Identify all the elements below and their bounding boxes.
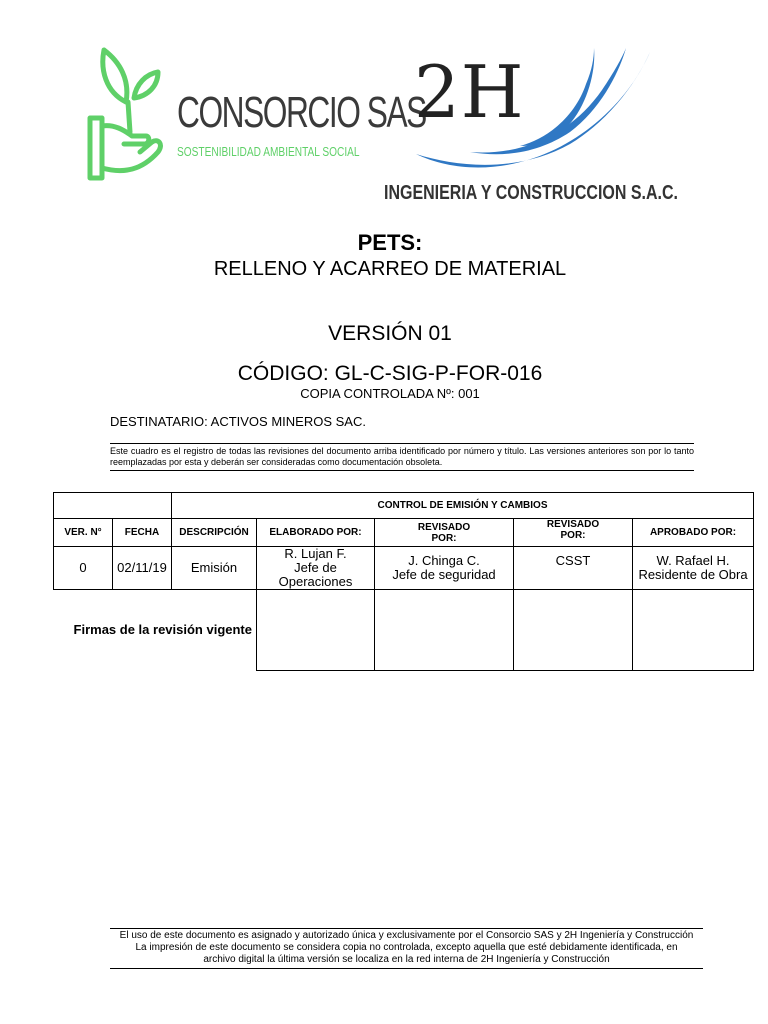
- control-table: [53, 492, 754, 671]
- row-fecha: 02/11/19: [113, 547, 172, 590]
- row-revisado-1: [375, 547, 514, 590]
- document-subtitle: RELLENO Y ACARREO DE MATERIAL: [213, 258, 567, 280]
- document-version: VERSIÓN 01: [328, 322, 452, 345]
- signature-cell-revisado-1: [375, 590, 514, 671]
- header-aprobado: APROBADO POR:: [633, 519, 754, 547]
- elaborado-name: R. Lujan F.: [284, 546, 347, 561]
- revisado-1-role: Jefe de seguridad: [392, 567, 496, 582]
- table-title: CONTROL DE EMISIÓN Y CAMBIOS: [172, 493, 754, 519]
- header-revisado-2-line2: POR:: [560, 530, 586, 541]
- header-revisado-2-line1: REVISADO: [546, 519, 600, 530]
- document-code: CÓDIGO: GL-C-SIG-P-FOR-016: [237, 362, 543, 385]
- controlled-copy-number: COPIA CONTROLADA Nº: 001: [300, 386, 480, 401]
- 2h-company-name: INGENIERIA Y CONSTRUCCION S.A.C.: [384, 182, 678, 204]
- header-fecha: FECHA: [113, 519, 172, 547]
- signature-cell-elaborado: [257, 590, 375, 671]
- header-revisado-1: [375, 519, 514, 547]
- usage-footer: [110, 928, 703, 969]
- consorcio-tagline: SOSTENIBILIDAD AMBIENTAL SOCIAL: [177, 144, 360, 159]
- aprobado-role: Residente de Obra: [638, 567, 748, 582]
- document-title: PETS:: [357, 230, 423, 255]
- footer-line-1: El uso de este documento es asignado y autorizado única y exclusivamente por el Consorcio SAS y 2H Ingeniería y Construcción: [119, 930, 694, 941]
- 2h-mark: 2H: [414, 50, 525, 134]
- signatures-label: Firmas de la revisión vigente: [54, 590, 257, 671]
- signature-cell-revisado-2: [514, 590, 633, 671]
- header-ver: VER. N°: [54, 519, 113, 547]
- row-revisado-2: CSST: [514, 547, 633, 590]
- consorcio-logo: [84, 40, 426, 185]
- row-aprobado: [633, 547, 754, 590]
- header-revisado-1-line1: REVISADO: [417, 521, 471, 533]
- row-ver: 0: [54, 547, 113, 590]
- 2h-logo: [380, 40, 680, 210]
- header-elaborado: ELABORADO POR:: [257, 519, 375, 547]
- hand-plant-icon: [84, 40, 174, 185]
- aprobado-name: W. Rafael H.: [656, 553, 730, 568]
- elaborado-role-2: Operaciones: [278, 574, 353, 589]
- header-revisado-2: [514, 519, 633, 547]
- footer-line-2: La impresión de este documento se considera copia no controlada, excepto aquella que esté debidamente identificada, en: [135, 942, 678, 953]
- footer-line-3: archivo digital la última versión se localiza en la red interna de 2H Ingeniería y Construcción: [203, 954, 610, 965]
- elaborado-role-1: Jefe de: [294, 560, 337, 575]
- revision-notice: Este cuadro es el registro de todas las revisiones del documento arriba identificado por número y título. Las versiones anteriores son por lo tanto reemplazadas por esta y deberán ser consideradas como documentación obsoleta.: [110, 443, 694, 471]
- row-elaborado: [257, 547, 375, 590]
- header-descripcion: DESCRIPCIÓN: [172, 519, 257, 547]
- consorcio-name: CONSORCIO SAS: [177, 88, 426, 137]
- signature-cell-aprobado: [633, 590, 754, 671]
- table-corner-cell: [54, 493, 172, 519]
- recipient: DESTINATARIO: ACTIVOS MINEROS SAC.: [110, 414, 366, 429]
- header-revisado-1-line2: POR:: [431, 532, 457, 544]
- row-descripcion: Emisión: [172, 547, 257, 590]
- revisado-1-name: J. Chinga C.: [408, 553, 480, 568]
